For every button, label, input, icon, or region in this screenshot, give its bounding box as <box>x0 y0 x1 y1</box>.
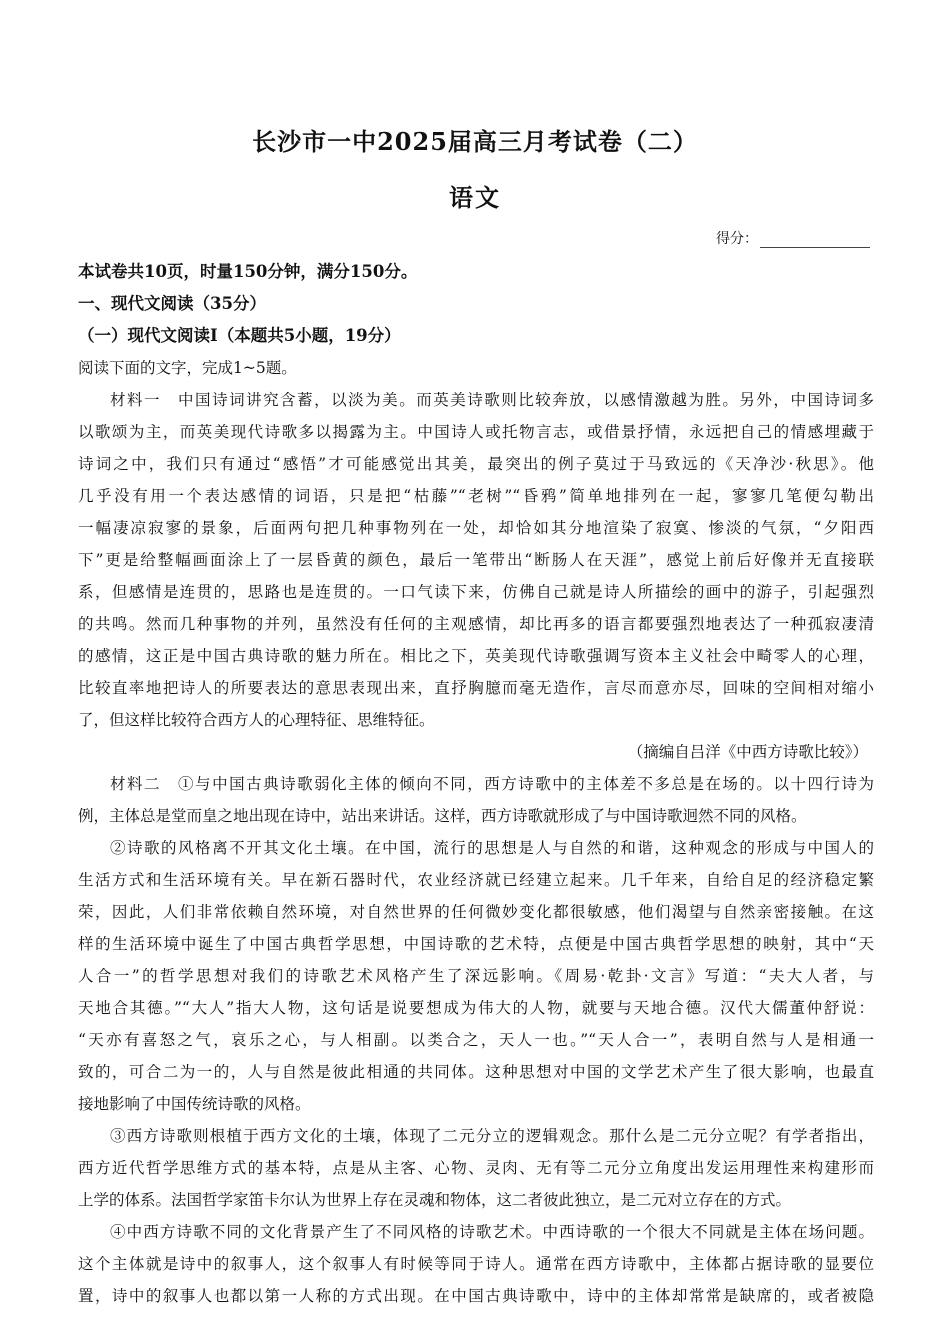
text-line: 的共鸣。然而几种事物的并列，虽然没有任何的主观感情，却比再多的语言都要强烈地表达了一种孤寂凄清 <box>78 615 874 633</box>
text-line: 系，但感情是连贯的，思路也是连贯的。一口气读下来，仿佛自己就是诗人所描绘的画中的游子，引起强烈 <box>78 583 874 601</box>
text-line: 以歌颂为主，而英美现代诗歌多以揭露为主。中国诗人或托物言志，或借景抒情，永远把自己的情感埋藏于 <box>78 423 874 441</box>
material-two <box>78 768 874 1312</box>
text-line: 材料一 中国诗词讲究含蓄，以淡为美。而英美诗歌则比较奔放，以感情激越为胜。另外，中国诗词多 <box>110 391 874 409</box>
text-line: ②诗歌的风格离不开其文化土壤。在中国，流行的思想是人与自然的和谐，这种观念的形成与中国人的 <box>110 839 874 857</box>
source-citation: （摘编自吕洋《中西方诗歌比较》） <box>627 743 868 761</box>
text-line: 几乎没有用一个表达感情的词语，只是把“枯藤”“老树”“昏鸦”简单地排列在一起，寥寥几笔便勾勒出 <box>78 487 874 505</box>
text-line: 了，但这样比较符合西方人的心理特征、思维特征。 <box>78 711 435 729</box>
text-line: 一幅凄凉寂寥的景象，后面两句把几种事物列在一处，却恰如其分地渲染了寂寞、惨淡的气氛，“夕阳西 <box>78 519 874 537</box>
text-line: ③西方诗歌则根植于西方文化的土壤，体现了二元分立的逻辑观念。那什么是二元分立呢？有学者指出， <box>110 1127 874 1145</box>
text-line: 上学的体系。法国哲学家笛卡尔认为世界上存在灵魂和物体，这二者彼此独立，是二元对立存在的方式。 <box>78 1191 792 1209</box>
text-line: “天亦有喜怒之气，哀乐之心，与人相副。以类合之，天人一也。”“天人合一”，表明自然与人是相通一 <box>78 1031 874 1049</box>
score-label: 得分： <box>716 231 758 247</box>
text-line: 样的生活环境中诞生了中国古典哲学思想，中国诗歌的艺术特，点便是中国古典哲学思想的映射，其中“天 <box>78 935 874 953</box>
content-body <box>78 256 874 1312</box>
text-line: 人合一”的哲学思想对我们的诗歌艺术风格产生了深远影响。《周易·乾卦·文言》写道：“夫大人者，与 <box>78 967 874 985</box>
exam-info: 本试卷共10页，时量150分钟，满分150分。 <box>78 262 418 281</box>
text-line: 诗词之中，我们只有通过“感悟”才可能感觉出其美，最突出的例子莫过于马致远的《天净沙·秋思》。他 <box>78 455 874 473</box>
text-line: 下”更是给整幅画面涂上了一层昏黄的颜色，最后一笔带出“断肠人在天涯”，感觉上前后好像并无直接联 <box>78 551 874 569</box>
text-line: 致的，可合二为一的，人与自然是彼此相通的共同体。这种思想对中国的文学艺术产生了很大影响，也最直 <box>78 1063 874 1081</box>
subject-title: 语文 <box>449 183 501 212</box>
section-heading: 一、现代文阅读（35分） <box>78 294 266 313</box>
score-field <box>716 228 870 248</box>
text-line: 西方近代哲学思维方式的基本特，点是从主客、心物、灵肉、无有等二元分立角度出发运用理性来构建形而 <box>78 1159 874 1177</box>
subsection-heading: （一）现代文阅读Ⅰ（本题共5小题，19分） <box>78 326 401 345</box>
text-line: 的感情，这正是中国古典诗歌的魅力所在。相比之下，英美现代诗歌强调写资本主义社会中畸零人的心理， <box>78 647 874 665</box>
text-line: 比较直率地把诗人的所要表达的意思表现出来，直抒胸臆而毫无造作，言尽而意亦尽，回味的空间相对缩小 <box>78 679 874 697</box>
text-line: 这个主体就是诗中的叙事人，这个叙事人有时候等同于诗人。通常在西方诗歌中，主体都占据诗歌的显要位 <box>78 1255 874 1273</box>
reading-instruction: 阅读下面的文字，完成1~5题。 <box>78 359 297 377</box>
text-line: 接地影响了中国传统诗歌的风格。 <box>78 1095 311 1113</box>
text-line: 材料二 ①与中国古典诗歌弱化主体的倾向不同，西方诗歌中的主体差不多总是在场的。以十四行诗为 <box>110 775 874 793</box>
text-line: ④中西方诗歌不同的文化背景产生了不同风格的诗歌艺术。中西诗歌的一个很大不同就是主体在场问题。 <box>110 1223 874 1241</box>
text-line: 置，诗中的叙事人也都以第一人称的方式出现。在中国古典诗歌中，诗中的主体却常常是缺席的，或者被隐 <box>78 1287 874 1305</box>
material-one <box>78 384 874 768</box>
text-line: 荣，因此，人们非常依赖自然环境，对自然世界的任何微妙变化都很敏感，他们渴望与自然亲密接触。在这 <box>78 903 874 921</box>
score-blank <box>760 232 870 248</box>
exam-title: 长沙市一中2025届高三月考试卷（二） <box>252 127 698 156</box>
text-line: 例，主体总是堂而皇之地出现在诗中，站出来讲话。这样，西方诗歌就形成了与中国诗歌迥然不同的风格。 <box>78 807 807 825</box>
text-line: 生活方式和生活环境有关。早在新石器时代，农业经济就已经建立起来。几千年来，自给自足的经济稳定繁 <box>78 871 874 889</box>
text-line: 天地合其德。”“大人”指大人物，这句话是说要想成为伟大的人物，就要与天地合德。汉代大儒董仲舒说： <box>78 999 874 1017</box>
